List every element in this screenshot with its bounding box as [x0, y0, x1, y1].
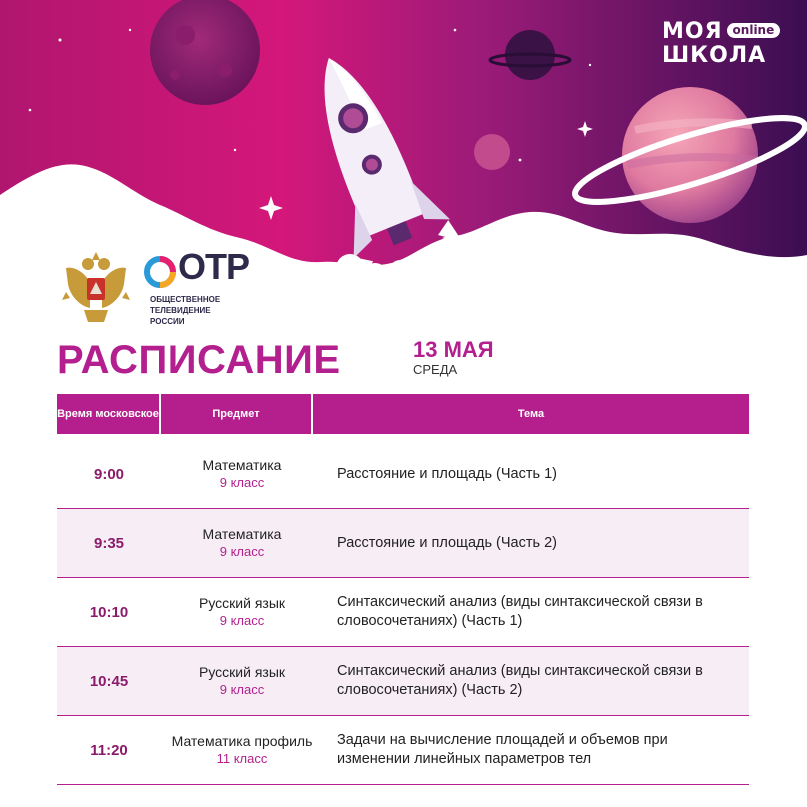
subject-name: Русский язык: [198, 664, 286, 680]
table-row: [57, 647, 749, 716]
subject-name: Математика: [202, 457, 282, 473]
header-subject: Предмет: [161, 394, 313, 434]
subject-name: Математика: [202, 526, 282, 542]
subject-grade: 11 класс: [216, 751, 268, 766]
subject-name: Математика профиль: [171, 733, 313, 749]
schedule-table: [57, 394, 749, 785]
otr-subtitle-line: ОБЩЕСТВЕННОЕ: [150, 295, 221, 304]
table-row: [57, 716, 749, 785]
table-header: [57, 394, 749, 434]
header-topic: Тема: [517, 407, 545, 420]
otr-logo: [142, 248, 252, 332]
otr-subtitle-line: РОССИИ: [150, 317, 185, 326]
otr-wordmark: ОТР: [178, 246, 250, 287]
subject-grade: 9 класс: [219, 682, 265, 697]
page-title: РАСПИСАНИЕ: [57, 338, 341, 382]
table-row: [57, 509, 749, 578]
otr-ring-icon: [142, 254, 178, 290]
row-time: 9:00: [93, 465, 125, 483]
subject-grade: 9 класс: [219, 475, 265, 490]
row-time: 9:35: [93, 534, 125, 552]
row-time: 10:45: [89, 672, 129, 690]
header-time: Время московское: [57, 394, 161, 434]
row-subject: [161, 509, 313, 577]
row-time: 10:10: [89, 603, 129, 621]
brand-line2: ШКОЛА: [662, 43, 767, 68]
subject-grade: 9 класс: [219, 613, 265, 628]
row-subject: [161, 578, 313, 646]
schedule-weekday: СРЕДА: [413, 362, 458, 377]
row-topic: Расстояние и площадь (Часть 2): [337, 534, 557, 551]
online-badge: online: [727, 23, 781, 38]
otr-subtitle: [150, 294, 260, 327]
schedule-date: 13 МАЯ: [413, 337, 494, 362]
state-emblem: [60, 248, 132, 326]
otr-subtitle-line: ТЕЛЕВИДЕНИЕ: [150, 306, 211, 315]
row-topic: Задачи на вычисление площадей и объемов при изменении линейных параметров тел: [337, 732, 668, 767]
subject-grade: 9 класс: [219, 544, 265, 559]
table-row: [57, 440, 749, 509]
row-subject: [161, 440, 313, 508]
row-topic: Расстояние и площадь (Часть 1): [337, 465, 557, 482]
row-time: 11:20: [90, 741, 128, 759]
subject-name: Русский язык: [198, 595, 286, 611]
row-subject: [161, 647, 313, 715]
table-row: [57, 578, 749, 647]
row-subject: [161, 716, 313, 784]
brand-line1: МОЯ: [662, 19, 723, 44]
row-topic: Синтаксический анализ (виды синтаксической связи в словосочетаниях) (Часть 2): [337, 663, 703, 698]
moya-shkola-logo: [662, 20, 780, 68]
row-topic: Синтаксический анализ (виды синтаксической связи в словосочетаниях) (Часть 1): [337, 594, 703, 629]
